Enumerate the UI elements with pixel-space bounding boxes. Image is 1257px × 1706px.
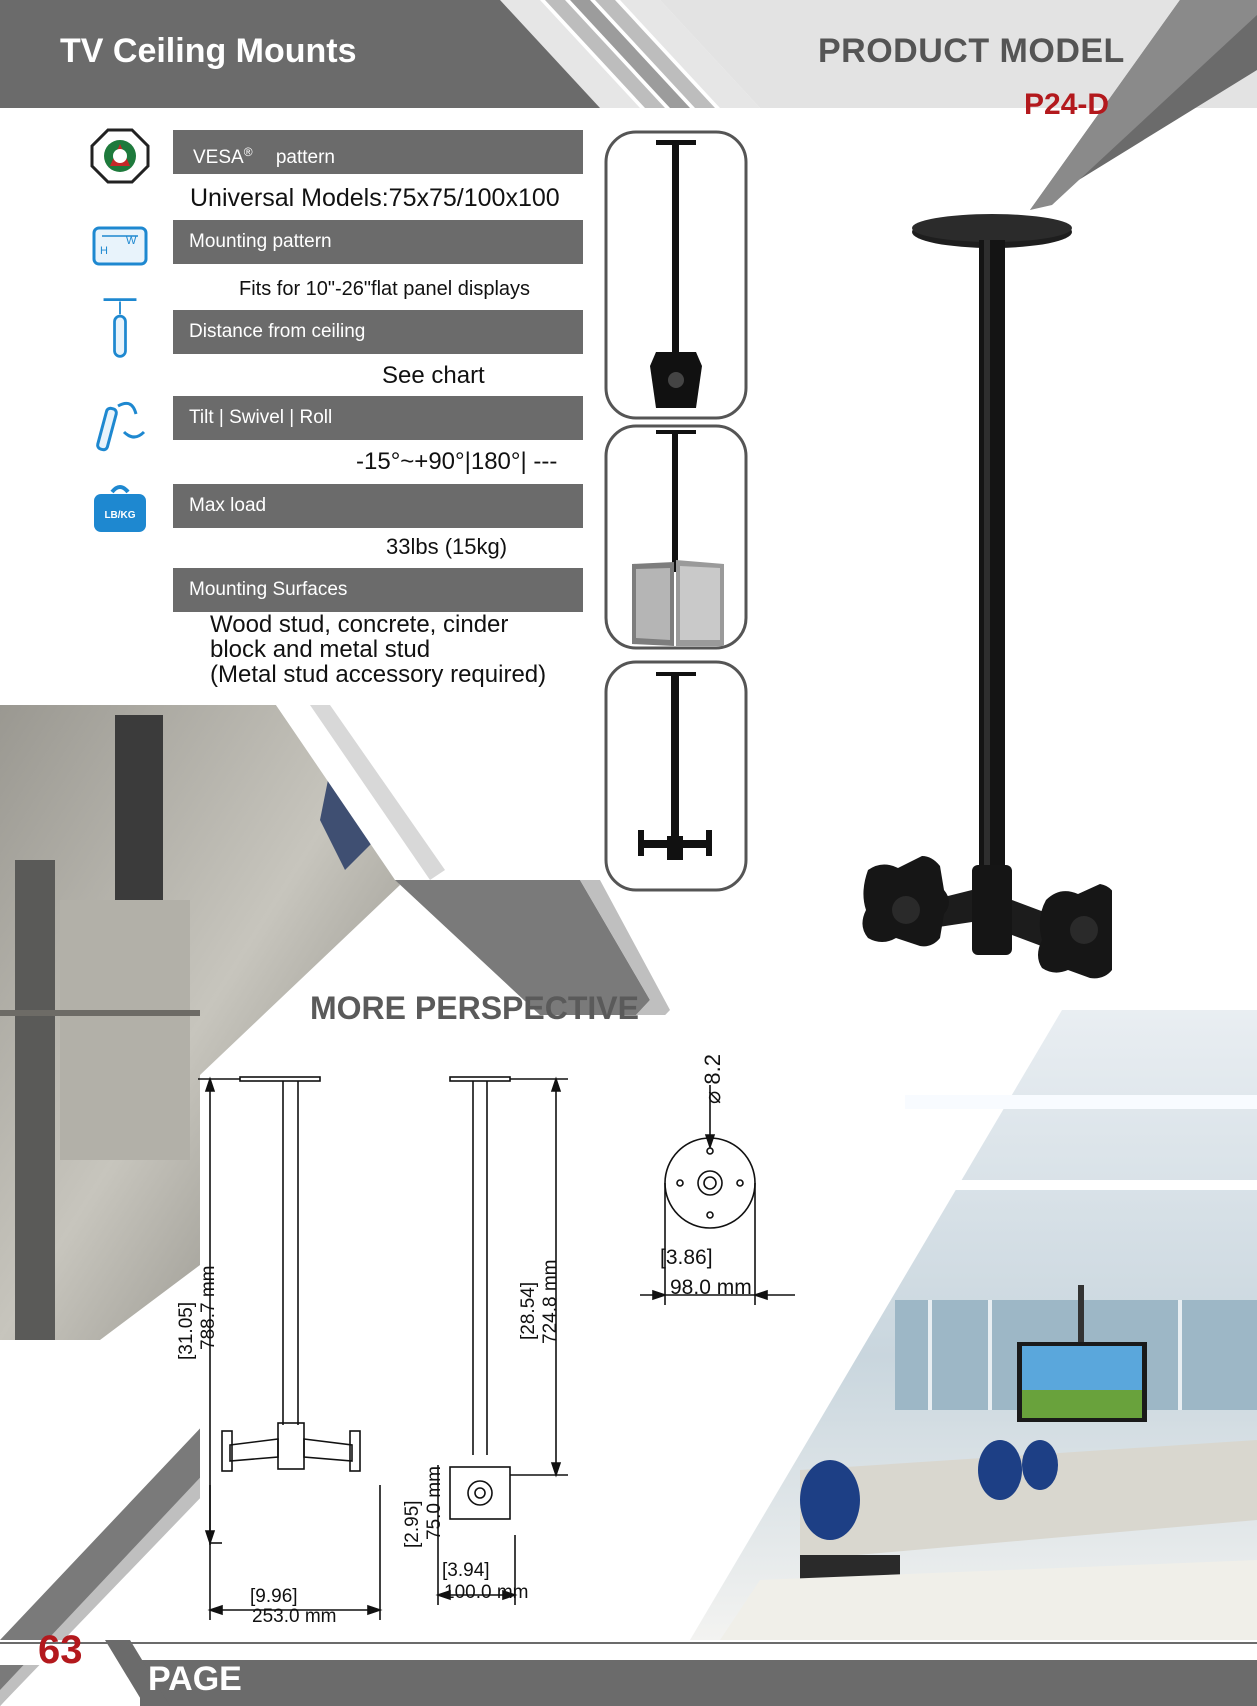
thumbnail-dual-screens[interactable] [604, 424, 748, 650]
dim-hole-diameter: ⌀ 8.2 [700, 1054, 725, 1104]
product-model-code: P24-D [1024, 88, 1110, 121]
spec-vesa-label [173, 130, 583, 174]
dim-height-inch: [31.05] [176, 1301, 197, 1360]
dim-pole-mm: 724.8 mm [540, 1259, 561, 1344]
page-label: PAGE [148, 1660, 242, 1698]
thumbnail-single-mount[interactable] [604, 130, 748, 420]
product-model-label: PRODUCT MODEL [818, 32, 1125, 70]
spec-tilt-value: -15°~+90°|180°| --- [356, 448, 558, 475]
dim-width-inch: [9.96] [250, 1586, 298, 1607]
technical-drawing [170, 1065, 810, 1645]
thumbnail-side-view[interactable] [604, 660, 748, 892]
dim-base-inch: [3.86] [660, 1246, 713, 1269]
vesa-label-suffix: pattern [275, 147, 335, 169]
vesa-logo-icon [88, 124, 152, 188]
surfaces-line-1: Wood stud, concrete, cinder [210, 611, 509, 638]
dim-plate-width-inch: [3.94] [442, 1560, 490, 1581]
surfaces-line-2: block and metal stud [210, 636, 431, 663]
load-weight-icon [88, 478, 152, 542]
dim-plate-width-mm-value: 100.0 mm [444, 1582, 529, 1603]
dim-plate-inch: [2.95] [402, 1500, 423, 1548]
spec-distance-value: See chart [382, 362, 485, 389]
spec-max-load-label: Max load [173, 484, 583, 528]
spec-tilt-label: Tilt | Swivel | Roll [173, 396, 583, 440]
vesa-label-main: VESA [193, 147, 244, 169]
svg-text:W: W [126, 235, 137, 247]
spec-distance-label: Distance from ceiling [173, 310, 583, 354]
section-title-perspective: MORE PERSPECTIVE [310, 990, 639, 1026]
dim-pole-inch: [28.54] [518, 1281, 539, 1340]
surfaces-line-3: (Metal stud accessory required) [210, 661, 547, 688]
dim-width-mm: 253.0 mm [252, 1606, 337, 1627]
dim-base-mm: 98.0 mm [670, 1276, 752, 1299]
spec-mounting-pattern-label: Mounting pattern [173, 220, 583, 264]
vesa-registered: ® [243, 145, 253, 159]
dim-plate-mm: 75.0 mm [424, 1466, 445, 1540]
page-number: 63 [38, 1628, 83, 1672]
tilt-swivel-icon [88, 392, 152, 456]
spec-surfaces-value [210, 612, 546, 687]
spec-surfaces-label: Mounting Surfaces [173, 568, 583, 612]
distance-ceiling-icon [88, 296, 152, 360]
page-title: TV Ceiling Mounts [60, 32, 357, 70]
product-main-image [862, 210, 1112, 980]
dim-height-mm: 788.7 mm [198, 1265, 219, 1350]
spec-max-load-value: 33lbs (15kg) [386, 534, 508, 559]
spec-vesa-value: Universal Models:75x75/100x100 [190, 184, 560, 212]
svg-text:LB/KG: LB/KG [104, 510, 136, 521]
spec-mounting-pattern-value: Fits for 10"-26"flat panel displays [239, 278, 531, 300]
mounting-pattern-icon [88, 214, 152, 278]
svg-text:H: H [100, 245, 108, 257]
